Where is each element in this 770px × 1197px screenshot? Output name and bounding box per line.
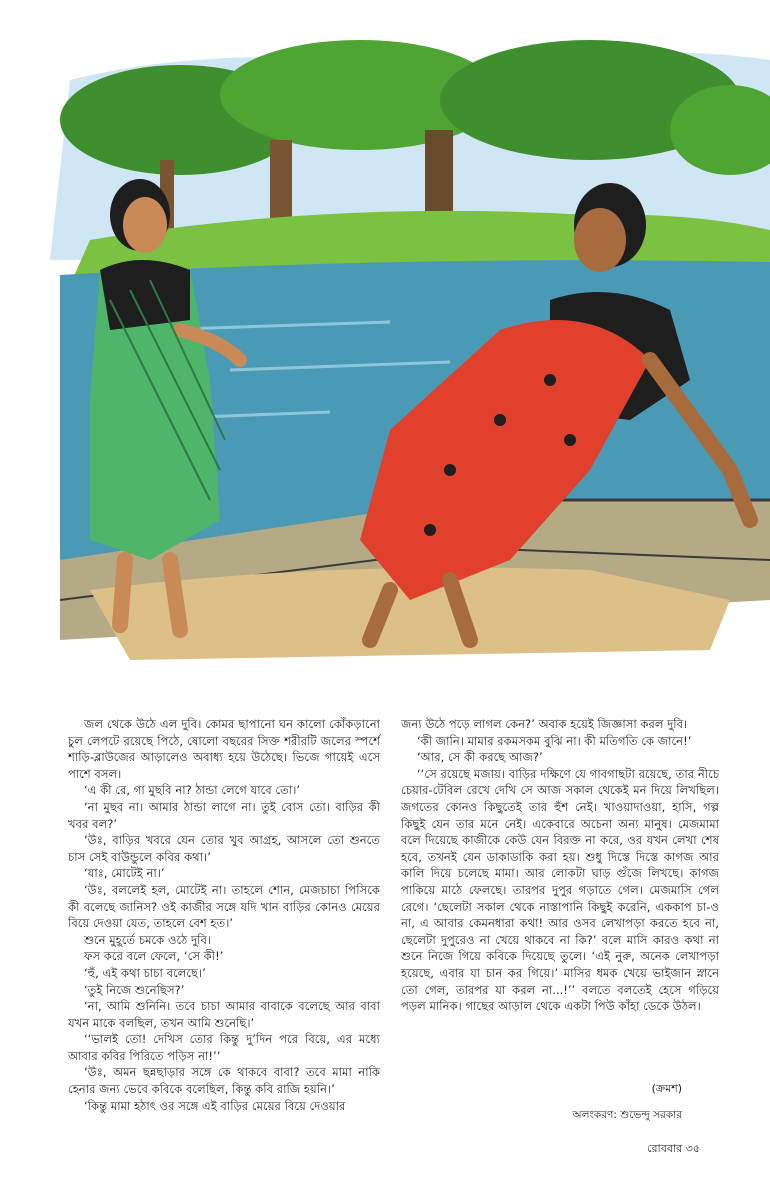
paragraph: ‘না, আমি শুনিনি। তবে চাচা আমার বাবাকে বলেছে আর বাবা যখন মাকে বলছিল, তখন আমি শুনেছি।’ — [68, 999, 380, 1030]
paragraph: ‘‘ভালই তো! দেখিস তোর কিন্তু দু’দিন পরে বিয়ে, এর মধ্যে আবার কবির পিরিতে পড়িস না!’’ — [68, 1032, 380, 1063]
illustration-credit: অলংকরণ: শুভেন্দু সরকার — [572, 1109, 682, 1121]
paragraph: ‘‘সে রয়েছে মজায়। বাড়ির দক্ষিণে যে গাবগাছটা রয়েছে, তার নীচে চেয়ার-টেবিল রেখে দেখি সে আজ সকাল থেকেই মন দিয়ে লিখছিল। জগতের কোনও কিছুতেই তার হুঁশ নেই। খাওয়াদাওয়া, হাসি, গল্প কিছুই যেন তার মনে নেই। একেবারে অচেনা অন্য মানুষ। মেজমামা বলে দিয়েছে কাজীকে কেউ যেন বিরক্ত না করে, ওর যখন লেখা শেষ হবে, তখনই যেন ডাকাডাকি করা হয়। শুধু দিস্তে দিস্তে কাগজ আর কালি দিয়ে চলেছে মামা। আর লোকটা ঘাড় গুঁজে লিখছে। কাগজ পাকিয়ে মাঠে ফেলছে। তারপর দুপুর গড়াতে গেল। মেজমাসি গেল রেগে। ‘ছেলেটা সকাল থেকে নাস্তাপানি কিছুই করেনি, এককাপ চা-ও না, এ আবার কেমনধারা কথা! আর ওসব লেখাপড়া করতে হবে না, ছেলেটা দুপুরেও না খেয়ে থাকবে না কি?’ বলে মাসি কারও কথা না শুনে নিজে গিয়ে কবিকে দিয়েছে তুলে। ‘এই নুরু, অনেক লেখাপড়া হয়েছে, এবার যা চান কর গিয়ে।’ মাসির ধমক খেয়ে ভাইজান স্নানে তো গেল, তারপর যা করল না...!’’ বলতে বলতেই হেসে গড়িয়ে পড়ল মানিক। গাছের আড়াল থেকে একটা পিউ কাঁহা ডেকে উঠল। — [401, 766, 719, 1014]
paragraph: ‘হুঁ, এই কথা চাচা বলেছে।’ — [84, 965, 206, 980]
paragraph: ‘উঃ, অমন ছন্নছাড়ার সঙ্গে কে থাকবে বাবা? তবে মামা নাকি হেনার জন্য ভেবে কবিকে বলেছিল, কিন্তু কবি রাজি হয়নি।’ — [68, 1065, 380, 1097]
paragraph: ‘যাঃ, মোটেই না।’ — [84, 866, 165, 881]
paragraph: জন্য উঠে পড়ে লাগল কেন?’ অবাক হয়েই জিজ্ঞাসা করল দুবি। — [401, 717, 688, 731]
to-be-continued-note: (ক্রমশ) — [651, 1082, 682, 1095]
paragraph: ‘এ কী রে, গা মুছবি না? ঠান্ডা লেগে যাবে তো।’ — [84, 783, 301, 798]
two-women-by-pond-illustration — [30, 0, 770, 680]
paragraph: ‘উঃ, বাড়ির খবরে যেন তোর খুব আগ্রহ, আসলে তো শুনতে চাস সেই বাউন্ডুলে কবির কথা।’ — [68, 833, 380, 864]
paragraph: ‘তুই নিজে শুনেছিস?’ — [84, 982, 185, 997]
paragraph: ‘আর, সে কী করছে আজ?’ — [417, 750, 543, 765]
paragraph: শুনে মুহূর্তে চমকে ওঠে দুবি। — [84, 932, 212, 947]
pond-scene-icon — [30, 0, 770, 680]
paragraph: জল থেকে উঠে এল দুবি। কোমর ছাপানো ঘন কালো কোঁকড়ানো চুল লেপটে রয়েছে পিঠে, ষোলো বছরের সিক্ত শরীরটি জলের স্পর্শে শাড়ি-ব্লাউজের আড়ালেও অবাধ্য হয়ে উঠেছে। ভিজে গায়েই এসে পাশে বসল। — [68, 717, 380, 781]
paragraph: ‘না মুছব না। আমার ঠান্ডা লাগে না। তুই বোস তো। বাড়ির কী খবর বল?’ — [68, 799, 380, 831]
story-column-right — [401, 716, 719, 1015]
story-column-left — [68, 716, 380, 1114]
paragraph: ‘কী জানি। মামার রকমসকম বুঝি না। কী মতিগতি কে জানে!’ — [417, 733, 692, 748]
page-number: রোববার ৩৫ — [647, 1142, 700, 1155]
paragraph: ফস করে বলে ফেলে, ‘সে কী!’ — [84, 949, 224, 964]
paragraph: ‘উঃ, বললেই হল, মোটেই না। তাহলে শোন, মেজচাচা পিসিকে কী বলেছে জানিস? ওই কাজীর সঙ্গে যদি খান বাড়ির কোনও মেয়ের বিয়ে দেওয়া যেত, তাহলে বেশ হত।’ — [68, 882, 380, 931]
paragraph: ‘কিন্তু মামা হঠাৎ ওর সঙ্গে এই বাড়ির মেয়ের বিয়ে দেওয়ার — [84, 1098, 346, 1113]
